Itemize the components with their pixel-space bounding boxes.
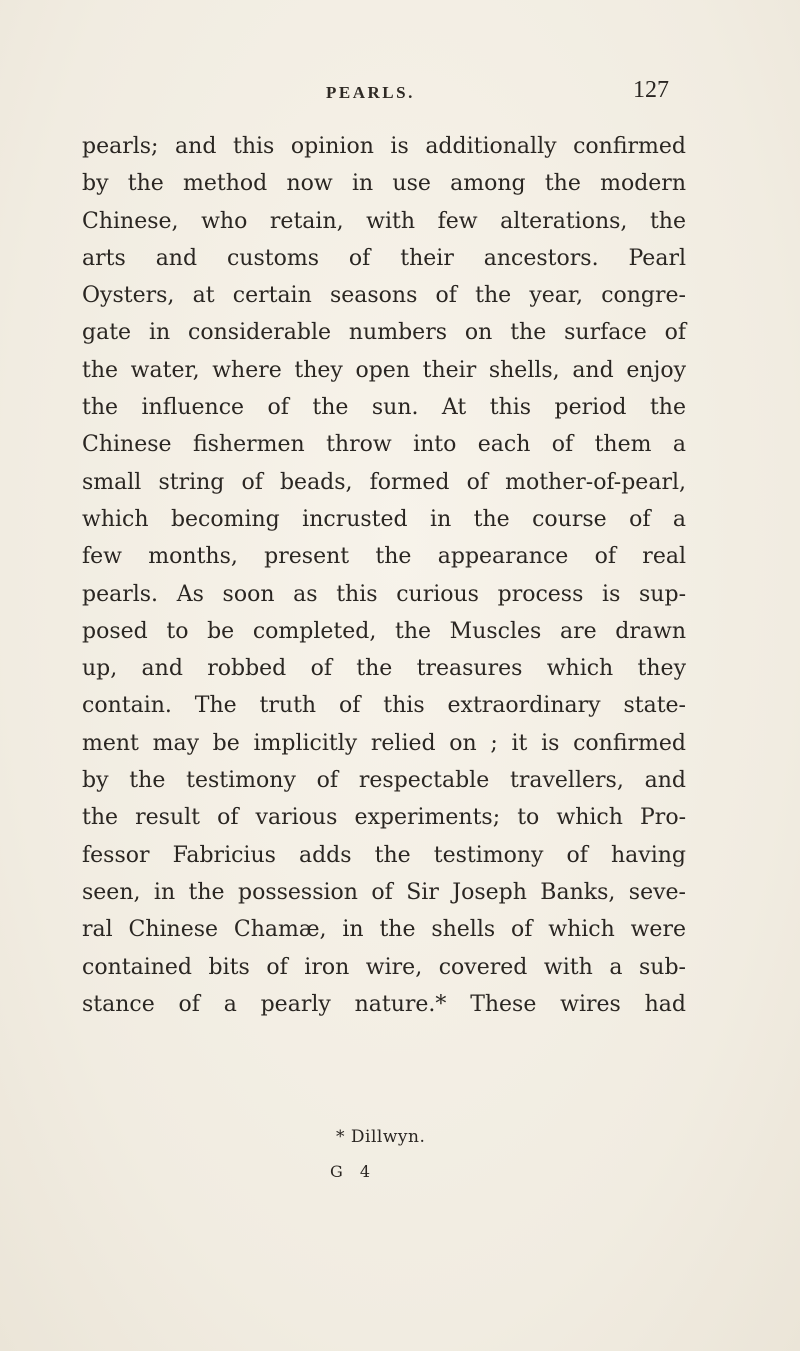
running-title: PEARLS. (326, 83, 415, 102)
text-line: few months, present the appearance of real (82, 544, 686, 570)
text-line: by the method now in use among the modern (82, 171, 686, 197)
text-line: Chinese fishermen throw into each of them a (82, 432, 686, 458)
text-line: stance of a pearly nature.* These wires had (82, 991, 686, 1017)
text-line: the influence of the sun. At this period the (82, 395, 686, 421)
signature-mark: G 4 (330, 1162, 377, 1181)
text-line: small string of beads, formed of mother-of-pearl, (82, 469, 686, 495)
text-line: seen, in the possession of Sir Joseph Banks, seve- (82, 879, 686, 905)
text-line: the water, where they open their shells, and enjoy (82, 357, 686, 383)
text-line: contained bits of iron wire, covered with a sub- (82, 954, 686, 980)
running-head (0, 77, 800, 107)
footnote: * Dillwyn. (336, 1127, 426, 1147)
text-line: pearls; and this opinion is additionally confirmed (82, 134, 686, 159)
text-line: posed to be completed, the Muscles are drawn (82, 618, 686, 644)
text-line: up, and robbed of the treasures which they (82, 656, 686, 682)
text-line: ment may be implicitly relied on ; it is confirmed (82, 730, 686, 756)
text-line: ral Chinese Chamæ, in the shells of which were (82, 917, 686, 943)
text-line: arts and customs of their ancestors. Pearl (82, 245, 686, 271)
text-line: by the testimony of respectable travellers, and (82, 768, 686, 794)
text-line: which becoming incrusted in the course of a (82, 506, 686, 532)
text-line: Oysters, at certain seasons of the year, congre- (82, 283, 686, 309)
text-line: gate in considerable numbers on the surface of (82, 320, 686, 346)
page-number: 127 (633, 77, 669, 103)
text-line: the result of various experiments; to which Pro- (82, 805, 686, 831)
text-line: Chinese, who retain, with few alterations, the (82, 208, 686, 234)
text-line: contain. The truth of this extraordinary state- (82, 693, 686, 719)
body-text (82, 128, 686, 1023)
text-line: fessor Fabricius adds the testimony of having (82, 842, 686, 868)
text-line: pearls. As soon as this curious process is sup- (82, 581, 686, 607)
